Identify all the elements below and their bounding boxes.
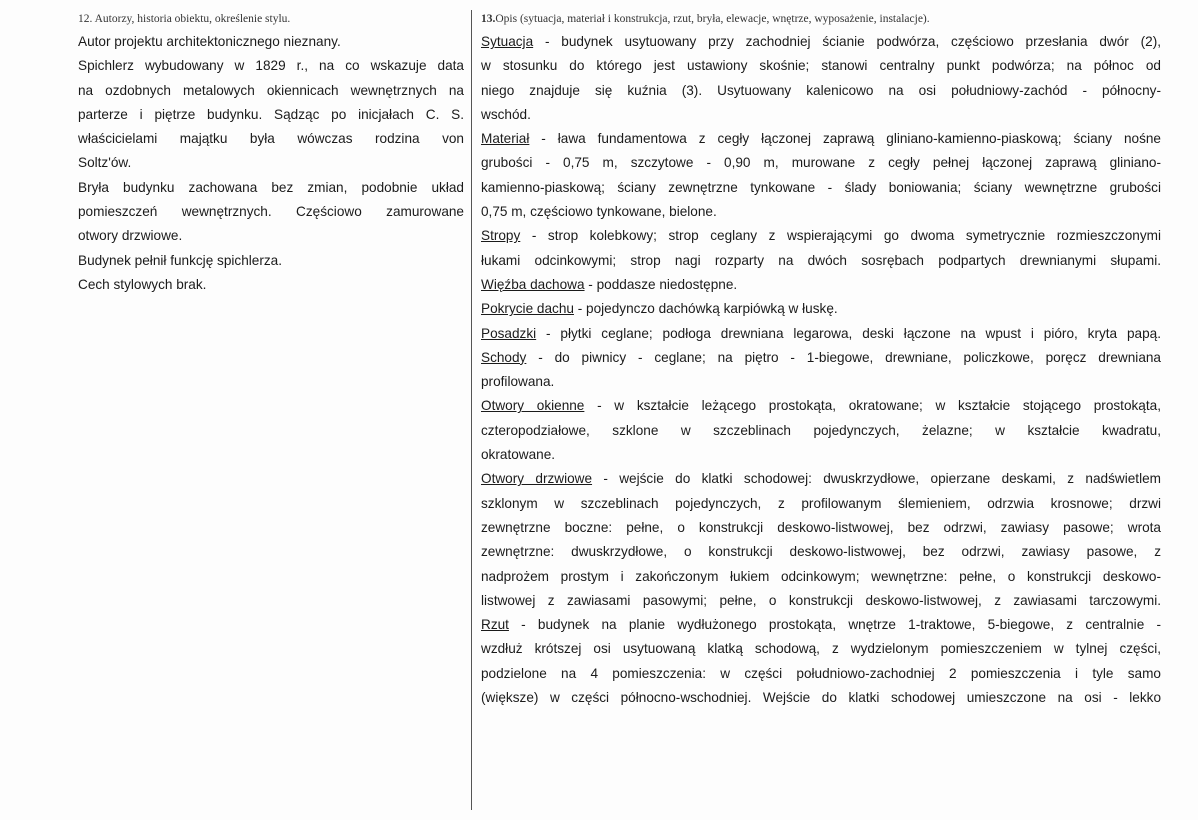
line-text: grubości - 0,75 m, szczytowe - 0,90 m, murowane z cegły pełnej łączonej zaprawą gliniano- [481, 155, 1161, 171]
line-text: listwowej z zawiasami pasowymi; pełne, o konstrukcji deskowo-listwowej, z zawiasami tarczowymi. [481, 592, 1161, 608]
subsection-label: Posadzki [481, 325, 537, 341]
line-text: Spichlerz wybudowany w 1829 r., na co wskazuje data [78, 58, 464, 74]
text-line [78, 54, 464, 78]
text-line [481, 54, 1161, 78]
line-text: zewnętrzne: dwuskrzydłowe, o konstrukcji deskowo-listwowej, bez odrzwi, zawiasy pasowe, z [481, 544, 1161, 560]
line-text: łukami odcinkowymi; strop nagi rozparty na dwóch sosrębach podpartych drewnianymi słupami. [481, 252, 1161, 268]
text-line [481, 297, 1161, 321]
text-line [481, 127, 1161, 151]
text-line [481, 467, 1161, 491]
text-line [481, 322, 1161, 346]
section-12-body [78, 30, 464, 297]
line-text: w stosunku do którego jest ustawiony skośnie; stanowi centralny punkt podwórza; na północ od [481, 58, 1161, 74]
right-column [481, 12, 1161, 710]
line-text: - płytki ceglane; podłoga drewniana legarowa, deski łączone na wpust i pióro, kryta papą. [536, 325, 1161, 341]
text-line [481, 394, 1161, 418]
line-text: Budynek pełnił funkcję spichlerza. [78, 252, 283, 268]
line-text: 0,75 m, częściowo tynkowane, bielone. [481, 204, 717, 220]
subsection-label: Stropy [481, 228, 521, 244]
subsection-label: Schody [481, 349, 527, 365]
line-text: - w kształcie leżącego prostokąta, okratowane; w kształcie stojącego prostokąta, [584, 398, 1161, 414]
text-line [78, 103, 464, 127]
text-line [481, 613, 1161, 637]
line-text: okratowane. [481, 447, 556, 463]
text-line [481, 516, 1161, 540]
line-text: pomieszczeń wewnętrznych. Częściowo zamurowane [78, 204, 464, 220]
subsection-label: Sytuacja [481, 34, 534, 49]
line-text: - ława fundamentowa z cegły łączonej zaprawą gliniano-kamienno-piaskową; ściany nośne [529, 131, 1161, 147]
line-text: czteropodziałowe, szklone w szczeblinach pojedynczych, żelazne; w kształcie kwadratu, [481, 422, 1161, 438]
column-divider [471, 10, 472, 810]
line-text: - pojedynczo dachówką karpiówką w łuskę. [573, 301, 838, 317]
line-text: wzdłuż krótszej osi usytuowaną klatką schodową, z wydzielonym pomieszczeniem w tylnej części, [481, 641, 1161, 657]
subsection-label: Otwory okienne [481, 398, 585, 414]
text-line [481, 200, 1161, 224]
text-line [481, 79, 1161, 103]
line-text: kamienno-piaskową; ściany zewnętrzne tynkowane - ślady boniowania; ściany wewnętrzne grubości [481, 179, 1161, 195]
line-text: właścicielami majątku była wówczas rodzina von [78, 131, 464, 147]
line-text: szklonym w szczeblinach pojedynczych, z profilowanym ślemieniem, odrzwia krosnowe; drzwi [481, 495, 1161, 511]
text-line [481, 273, 1161, 297]
line-text: - do piwnicy - ceglane; na piętro - 1-biegowe, drewniane, policzkowe, poręcz drewniana [526, 349, 1161, 365]
text-line [78, 79, 464, 103]
subsection-label: Rzut [481, 617, 509, 633]
text-line [481, 224, 1161, 248]
text-line [481, 346, 1161, 370]
text-line [481, 589, 1161, 613]
text-line [481, 637, 1161, 661]
text-line [78, 127, 464, 151]
text-line [481, 540, 1161, 564]
line-text: podzielone na 4 pomieszczenia: w części południowo-zachodniej 2 pomieszczenia i tyle samo [481, 665, 1161, 681]
text-line [481, 176, 1161, 200]
subsection-label: Pokrycie dachu [481, 301, 574, 317]
text-line [481, 103, 1161, 127]
text-line [481, 492, 1161, 516]
subsection-label: Materiał [481, 131, 530, 147]
line-text: parterze i piętrze budynku. Sądząc po inicjałach C. S. [78, 106, 464, 122]
line-text: otwory drzwiowe. [78, 228, 183, 244]
text-line [481, 151, 1161, 175]
line-text: - poddasze niedostępne. [584, 276, 738, 292]
text-line [481, 249, 1161, 273]
text-line [481, 419, 1161, 443]
section-13-header [481, 12, 1161, 30]
text-line [481, 30, 1161, 54]
section-13-number: 13. [481, 13, 496, 25]
subsection-label: Otwory drzwiowe [481, 471, 593, 487]
left-column [78, 12, 464, 297]
section-13-title: Opis (sytuacja, materiał i konstrukcja, rzut, bryła, elewacje, wnętrze, wyposażenie, instalacje). [495, 13, 930, 25]
text-line [78, 273, 464, 297]
subsection-label: Więźba dachowa [481, 276, 585, 292]
line-text: profilowana. [481, 374, 555, 390]
line-text: Cech stylowych brak. [78, 276, 207, 292]
text-line [78, 200, 464, 224]
text-line [78, 176, 464, 200]
line-text: Bryła budynku zachowana bez zmian, podobnie układ [78, 179, 464, 195]
line-text: - strop kolebkowy; strop ceglany z wspierającymi go dwoma symetrycznie rozmieszczonymi [520, 228, 1161, 244]
text-line [481, 370, 1161, 394]
line-text: Autor projektu architektonicznego nieznany. [78, 34, 341, 49]
section-12-header: 12. Autorzy, historia obiektu, określenie stylu. [78, 13, 291, 25]
section-13-body [481, 30, 1161, 710]
line-text: - budynek na planie wydłużonego prostokąta, wnętrze 1-traktowe, 5-biegowe, z centralnie - [508, 617, 1161, 633]
line-text: wschód. [481, 106, 531, 122]
text-line [481, 686, 1161, 710]
text-line [78, 249, 464, 273]
text-line [78, 224, 464, 248]
line-text: Soltz'ów. [78, 155, 132, 171]
line-text: niego znajduje się kuźnia (3). Usytuowany kalenicowo na osi południowy-zachód - północny- [481, 82, 1161, 98]
line-text: - budynek usytuowany przy zachodniej ścianie podwórza, częściowo przesłania dwór (2), [533, 34, 1161, 49]
line-text: zewnętrzne boczne: pełne, o konstrukcji deskowo-listwowej, bez odrzwi, zawiasy pasowe; wrota [481, 519, 1161, 535]
line-text: na ozdobnych metalowych okiennicach wewnętrznych na [78, 82, 464, 98]
text-line [481, 565, 1161, 589]
line-text: nadprożem prostym i zakończonym łukiem odcinkowym; wewnętrzne: pełne, o konstrukcji deskowo- [481, 568, 1161, 584]
text-line [78, 30, 464, 54]
text-line [78, 151, 464, 175]
line-text: (większe) w części północno-wschodniej. Wejście do klatki schodowej umieszczone na osi - lekko [481, 690, 1161, 706]
text-line [481, 443, 1161, 467]
line-text: - wejście do klatki schodowej: dwuskrzydłowe, opierzane deskami, z nadświetlem [592, 471, 1161, 487]
text-line [481, 662, 1161, 686]
